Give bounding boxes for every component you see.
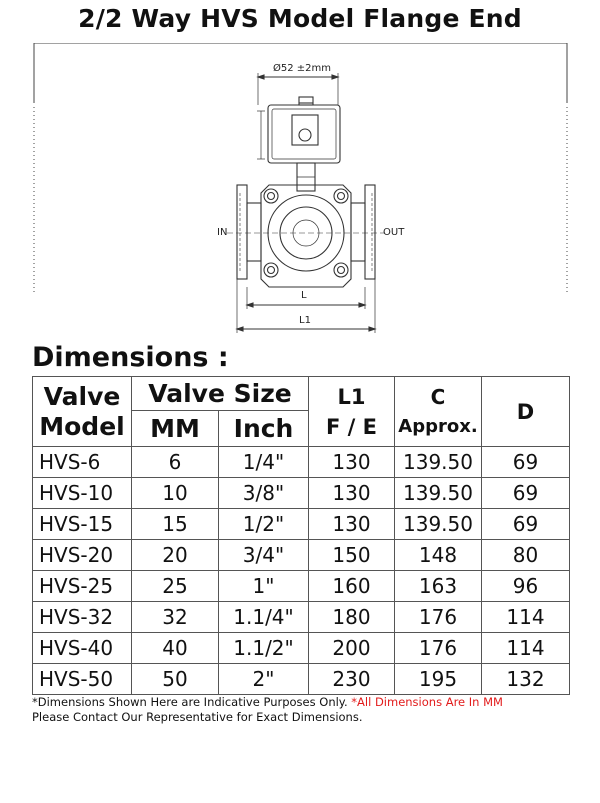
- valve-drawing: [33, 43, 568, 341]
- cell-c: 195: [395, 664, 482, 695]
- footnote-units-note: *All Dimensions Are In MM: [351, 695, 503, 709]
- cell-model: HVS-15: [33, 509, 132, 540]
- table-row: [33, 478, 570, 509]
- out-port-label: OUT: [383, 227, 405, 238]
- cell-inch: 3/8": [219, 478, 309, 509]
- cell-c: 163: [395, 571, 482, 602]
- cell-d: 114: [482, 633, 570, 664]
- cell-mm: 40: [132, 633, 219, 664]
- header-valve-model-line2: Model: [39, 411, 125, 441]
- cell-d: 114: [482, 602, 570, 633]
- cell-model: HVS-32: [33, 602, 132, 633]
- cell-mm: 50: [132, 664, 219, 695]
- cell-inch: 1/4": [219, 447, 309, 478]
- cell-l1: 160: [309, 571, 395, 602]
- cell-model: HVS-6: [33, 447, 132, 478]
- cell-l1: 130: [309, 447, 395, 478]
- cell-inch: 3/4": [219, 540, 309, 571]
- cell-c: 176: [395, 633, 482, 664]
- header-valve-size: Valve Size: [132, 377, 309, 411]
- cell-c: 139.50: [395, 509, 482, 540]
- cell-model: HVS-10: [33, 478, 132, 509]
- header-valve-model-line1: Valve: [43, 381, 121, 411]
- table-row: [33, 633, 570, 664]
- header-l1-top: L1: [337, 384, 366, 409]
- header-valve-model: [33, 377, 132, 447]
- cell-l1: 180: [309, 602, 395, 633]
- header-c-top: C: [430, 384, 446, 409]
- cell-model: HVS-25: [33, 571, 132, 602]
- cell-c: 176: [395, 602, 482, 633]
- cell-model: HVS-50: [33, 664, 132, 695]
- cell-inch: 1": [219, 571, 309, 602]
- cell-inch: 1.1/4": [219, 602, 309, 633]
- cell-d: 132: [482, 664, 570, 695]
- cell-d: 80: [482, 540, 570, 571]
- table-row: [33, 664, 570, 695]
- cell-c: 139.50: [395, 447, 482, 478]
- footnote: [32, 695, 577, 725]
- table-row: [33, 571, 570, 602]
- cell-mm: 15: [132, 509, 219, 540]
- cell-d: 69: [482, 509, 570, 540]
- cell-mm: 25: [132, 571, 219, 602]
- dimensions-table: [32, 376, 570, 695]
- cell-l1: 200: [309, 633, 395, 664]
- header-inch: Inch: [219, 411, 309, 447]
- right-flange: [365, 185, 375, 279]
- table-row: [33, 602, 570, 633]
- coil-housing: [268, 105, 340, 163]
- cell-inch: 1.1/2": [219, 633, 309, 664]
- cell-inch: 1/2": [219, 509, 309, 540]
- cell-mm: 10: [132, 478, 219, 509]
- cell-d: 69: [482, 478, 570, 509]
- footnote-disclaimer: *Dimensions Shown Here are Indicative Purposes Only.: [32, 695, 352, 709]
- cell-d: 69: [482, 447, 570, 478]
- cell-mm: 20: [132, 540, 219, 571]
- cell-l1: 230: [309, 664, 395, 695]
- cell-c: 139.50: [395, 478, 482, 509]
- cell-model: HVS-20: [33, 540, 132, 571]
- cell-model: HVS-40: [33, 633, 132, 664]
- in-port-label: IN: [217, 227, 228, 238]
- header-d: D: [482, 377, 570, 447]
- table-row: [33, 447, 570, 478]
- diameter-label: Ø52 ±2mm: [273, 63, 331, 74]
- header-c: [395, 377, 482, 447]
- cell-l1: 150: [309, 540, 395, 571]
- l-dimension-label: L: [301, 290, 307, 301]
- l1-dimension-label: L1: [299, 315, 311, 326]
- cell-l1: 130: [309, 478, 395, 509]
- header-mm: MM: [132, 411, 219, 447]
- cell-inch: 2": [219, 664, 309, 695]
- body-bore-inner: [280, 207, 332, 259]
- table-row: [33, 509, 570, 540]
- footnote-line-2: Please Contact Our Representative for Exact Dimensions.: [32, 710, 363, 724]
- dimensions-heading: Dimensions :: [32, 342, 229, 373]
- header-l1-bottom: F / E: [326, 414, 377, 439]
- cell-c: 148: [395, 540, 482, 571]
- left-flange: [237, 185, 247, 279]
- body-bore-outer: [268, 195, 344, 271]
- footnote-line-1: [32, 695, 577, 710]
- cell-d: 96: [482, 571, 570, 602]
- header-c-bottom: Approx.: [398, 415, 478, 437]
- header-l1: [309, 377, 395, 447]
- table-row: [33, 540, 570, 571]
- cell-l1: 130: [309, 509, 395, 540]
- page-title: 2/2 Way HVS Model Flange End: [78, 4, 522, 33]
- cell-mm: 32: [132, 602, 219, 633]
- table-header-row-1: [33, 377, 570, 411]
- cell-mm: 6: [132, 447, 219, 478]
